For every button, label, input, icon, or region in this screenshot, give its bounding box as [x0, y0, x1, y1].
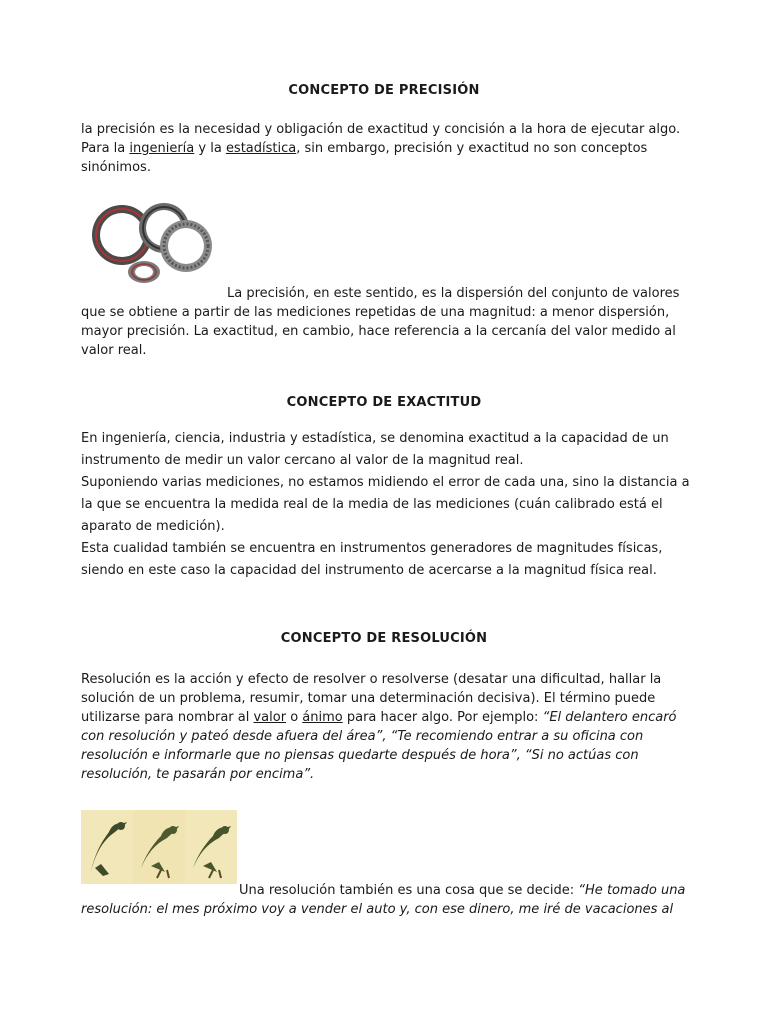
link-valor[interactable]: valor [253, 710, 287, 725]
text: , sin embargo, precisión y exactitud no son conceptos sinónimos. [81, 141, 648, 175]
text: la precisión es la necesidad y obligación de exactitud y concisión a la hora de ejecutar algo. [81, 122, 681, 137]
text: Suponiendo varias mediciones, no estamos midiendo el error de cada una, sino la distancia a la que se encuentra la medida real de la media de las mediciones (cuán calibrado está el aparato de medición). [81, 475, 690, 534]
text: Una resolución también es una cosa que se decide: [239, 883, 579, 898]
paragraph-exactitud [81, 428, 691, 582]
heading-exactitud: CONCEPTO DE EXACTITUD [286, 395, 482, 410]
text: En ingeniería, ciencia, industria y estadística, se denomina exactitud a la capacidad de un instrumento de medir un valor cercano al valor de la magnitud real. [81, 431, 669, 468]
text: o [286, 710, 303, 725]
text: para hacer algo. Por ejemplo: [342, 710, 543, 725]
text: La precisión, en este sentido, es la dispersión del conjunto de valores que se obtiene a partir de las mediciones repetidas de una magnitud: a menor dispersión, mayor precisión. La exactitud, en cambio, hace referencia a la cercanía del valor medido al valor real. [81, 286, 680, 358]
examples-italic: “El delantero encaró con resolución y pateó desde afuera del área”, “Te recomiendo entrar a su oficina con resolución e informarle que no piensas quedarte después de hora”, “Si no actúas con resolución, te pasarán por encima”. [81, 710, 677, 782]
paragraph-precision-dispersion [81, 284, 691, 360]
bearings-image [84, 200, 222, 290]
example-italic: “He tomado una resolución: el mes próximo voy a vender el auto y, con ese dinero, me iré de vacaciones al [81, 883, 686, 917]
heading-resolucion: CONCEPTO DE RESOLUCIÓN [280, 631, 488, 646]
text: y la [194, 141, 226, 156]
birds-image [81, 810, 237, 884]
link-ingenieria[interactable]: ingeniería [129, 141, 195, 156]
text: Resolución es la acción y efecto de resolver o resolverse (desatar una dificultad, hallar la solución de un problema, resumir, tomar una determinación decisiva). El término puede utilizarse para nombrar al [81, 672, 662, 725]
paragraph-resolucion-definition [81, 670, 691, 784]
text: Para la [81, 141, 130, 156]
text: Esta cualidad también se encuentra en instrumentos generadores de magnitudes físicas, siendo en este caso la capacidad del instrumento de acercarse a la magnitud física real. [81, 541, 663, 578]
heading-precision: CONCEPTO DE PRECISIÓN [288, 83, 480, 98]
paragraph-resolucion-decision [81, 881, 691, 919]
link-animo[interactable]: ánimo [302, 710, 343, 725]
link-estadistica[interactable]: estadística [225, 141, 297, 156]
paragraph-precision-definition [81, 120, 691, 177]
